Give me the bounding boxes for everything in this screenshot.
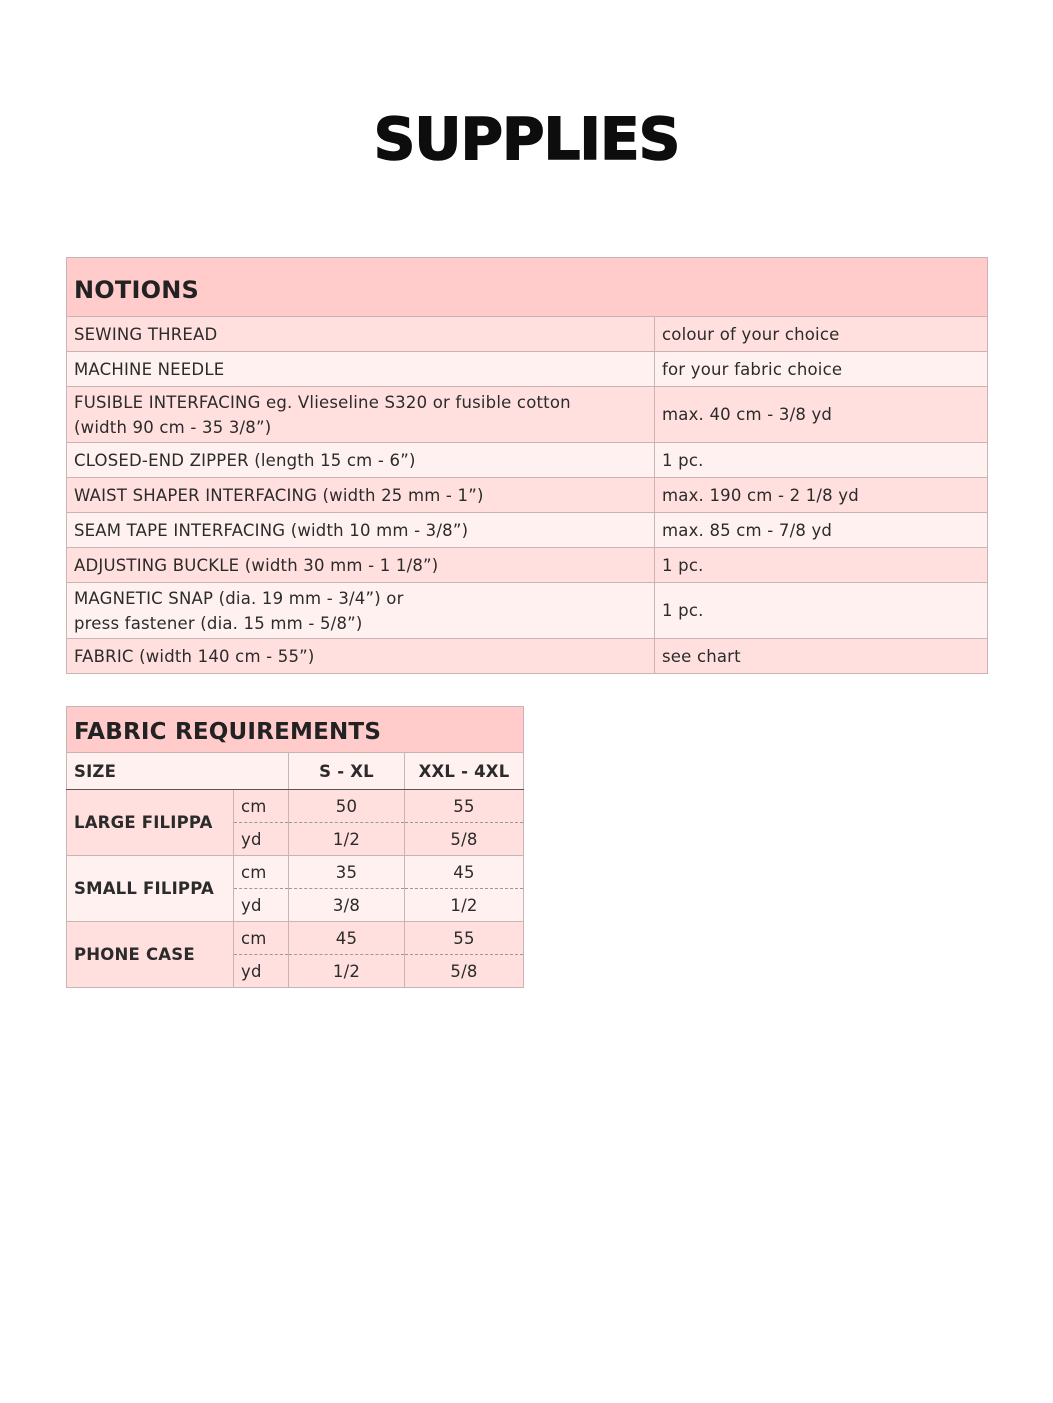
table-row [67, 478, 988, 513]
size-column: XXL - 4XL [405, 753, 524, 790]
notion-detail: (length 15 cm - 6”) [248, 450, 416, 470]
fabric-value: 50 [289, 790, 405, 823]
notion-name: SEWING THREAD [74, 324, 218, 344]
notion-amount: 1 pc. [655, 583, 988, 639]
page-title: SUPPLIES [373, 105, 680, 173]
fabric-value: 45 [289, 922, 405, 955]
notion-item [67, 387, 655, 443]
unit-label: yd [234, 823, 289, 856]
size-label: SIZE [67, 753, 289, 790]
notions-table [66, 257, 988, 674]
table-row [67, 443, 988, 478]
fabric-item: PHONE CASE [67, 922, 234, 988]
fabric-heading: FABRIC REQUIREMENTS [67, 707, 524, 753]
notion-amount: max. 190 cm - 2 1/8 yd [655, 478, 988, 513]
notion-detail-line2: press fastener (dia. 15 mm - 5/8”) [74, 613, 363, 633]
notion-amount: 1 pc. [655, 443, 988, 478]
fabric-item: LARGE FILIPPA [67, 790, 234, 856]
notion-item [67, 513, 655, 548]
fabric-value: 5/8 [405, 955, 524, 988]
size-column: S - XL [289, 753, 405, 790]
notion-amount: see chart [655, 639, 988, 674]
fabric-value: 45 [405, 856, 524, 889]
notions-heading: NOTIONS [67, 258, 988, 317]
notion-item [67, 639, 655, 674]
notion-detail: (dia. 19 mm - 3/4”) or [213, 588, 404, 608]
table-row [67, 583, 988, 639]
notion-detail: (width 25 mm - 1”) [317, 485, 484, 505]
fabric-value: 1/2 [289, 955, 405, 988]
notion-name: WAIST SHAPER INTERFACING [74, 485, 318, 505]
notion-item [67, 352, 655, 387]
table-row [67, 790, 524, 823]
fabric-value: 5/8 [405, 823, 524, 856]
fabric-value: 55 [405, 790, 524, 823]
fabric-value: 55 [405, 922, 524, 955]
table-row [67, 317, 988, 352]
unit-label: cm [234, 856, 289, 889]
notion-name: FUSIBLE INTERFACING [74, 392, 261, 412]
table-row [67, 639, 988, 674]
notion-item [67, 443, 655, 478]
unit-label: yd [234, 889, 289, 922]
fabric-requirements-table [66, 706, 524, 988]
notion-item [67, 583, 655, 639]
table-row [67, 513, 988, 548]
fabric-value: 3/8 [289, 889, 405, 922]
notion-name: FABRIC [74, 646, 134, 666]
notion-item [67, 478, 655, 513]
table-row [67, 922, 524, 955]
table-row [67, 856, 524, 889]
notion-detail: (width 140 cm - 55”) [133, 646, 315, 666]
fabric-value: 1/2 [405, 889, 524, 922]
notion-name: MACHINE NEEDLE [74, 359, 225, 379]
notion-detail: (width 10 mm - 3/8”) [285, 520, 469, 540]
fabric-item: SMALL FILIPPA [67, 856, 234, 922]
notion-name: MAGNETIC SNAP [74, 588, 214, 608]
table-row [67, 548, 988, 583]
notion-detail: eg. Vlieseline S320 or fusible cotton [260, 392, 571, 412]
notion-name: SEAM TAPE INTERFACING [74, 520, 286, 540]
notion-amount: 1 pc. [655, 548, 988, 583]
fabric-value: 35 [289, 856, 405, 889]
table-row [67, 352, 988, 387]
notion-amount: max. 40 cm - 3/8 yd [655, 387, 988, 443]
fabric-value: 1/2 [289, 823, 405, 856]
unit-label: cm [234, 790, 289, 823]
size-header-row [67, 753, 524, 790]
notion-name: ADJUSTING BUCKLE [74, 555, 240, 575]
notion-name: CLOSED-END ZIPPER [74, 450, 249, 470]
notion-amount: for your fabric choice [655, 352, 988, 387]
unit-label: cm [234, 922, 289, 955]
notion-item [67, 317, 655, 352]
notion-detail-line2: (width 90 cm - 35 3/8”) [74, 417, 272, 437]
notion-item [67, 548, 655, 583]
unit-label: yd [234, 955, 289, 988]
notion-detail: (width 30 mm - 1 1/8”) [239, 555, 439, 575]
table-row [67, 387, 988, 443]
notion-amount: max. 85 cm - 7/8 yd [655, 513, 988, 548]
notion-amount: colour of your choice [655, 317, 988, 352]
